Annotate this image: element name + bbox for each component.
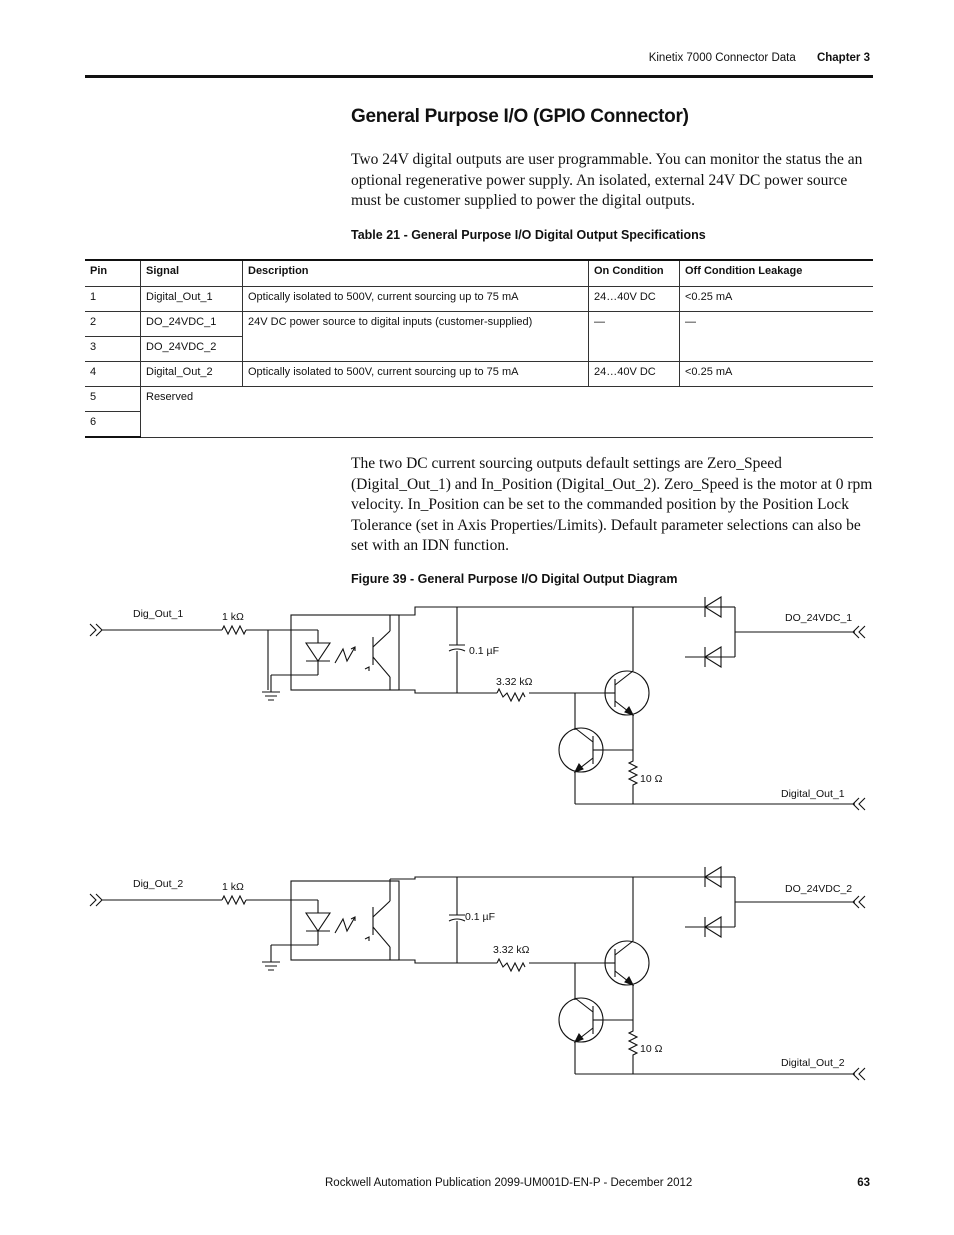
page-heading: General Purpose I/O (GPIO Connector)	[351, 106, 689, 127]
led-icon	[306, 643, 330, 661]
cell-pin: 5	[85, 387, 141, 412]
light-arrows-icon	[335, 647, 369, 671]
input-label: Dig_Out_1	[133, 608, 184, 620]
figure-caption: Figure 39 - General Purpose I/O Digital Output Diagram	[351, 572, 678, 586]
cell-off-leakage: <0.25 mA	[680, 287, 874, 312]
ground-icon	[262, 962, 280, 970]
cell-description: Optically isolated to 500V, current sourcing up to 75 mA	[243, 362, 589, 387]
running-header	[649, 52, 870, 64]
circuit-1	[90, 597, 865, 810]
header-signal: Signal	[141, 260, 243, 287]
header-off-leakage: Off Condition Leakage	[680, 260, 874, 287]
resistor-label: 3.32 kΩ	[493, 944, 530, 956]
table-row	[85, 287, 873, 312]
resistor-3k32	[497, 689, 525, 701]
capacitor-label: 0.1 µF	[469, 645, 499, 657]
resistor-10	[629, 1021, 637, 1067]
resistor-label: 10 Ω	[640, 773, 663, 785]
circuit-2-labels	[133, 878, 852, 1069]
light-arrows-icon	[335, 917, 369, 941]
circuit-2	[90, 867, 865, 1080]
ground-icon	[262, 692, 280, 700]
capacitor	[449, 645, 465, 651]
cell-signal: Digital_Out_2	[141, 362, 243, 387]
resistor-1k	[222, 896, 246, 904]
optocoupler	[291, 615, 399, 690]
output-label: Digital_Out_1	[781, 788, 845, 800]
cell-pin: 6	[85, 412, 141, 438]
resistor-1k	[222, 626, 246, 634]
cell-signal: DO_24VDC_1	[141, 312, 243, 337]
table-caption: Table 21 - General Purpose I/O Digital Output Specifications	[351, 228, 706, 242]
resistor-label: 3.32 kΩ	[496, 676, 533, 688]
resistor-label: 1 kΩ	[222, 881, 244, 893]
resistor-label: 1 kΩ	[222, 611, 244, 623]
cell-on-condition: 24…40V DC	[589, 362, 680, 387]
cell-description: 24V DC power source to digital inputs (customer-supplied)	[243, 312, 589, 362]
table-header-row	[85, 260, 873, 287]
table-row	[85, 312, 873, 337]
capacitor-label: 0.1 µF	[465, 911, 495, 923]
spec-table	[85, 259, 873, 438]
cell-on-condition: —	[589, 312, 680, 362]
input-arrow-icon	[90, 894, 102, 906]
cell-signal: Reserved	[141, 387, 874, 438]
cell-pin: 2	[85, 312, 141, 337]
circuit-1-labels	[133, 608, 852, 800]
input-arrow-icon	[90, 624, 102, 636]
chapter-label: Chapter 3	[816, 52, 870, 64]
supply-label: DO_24VDC_2	[785, 883, 853, 895]
cell-pin: 4	[85, 362, 141, 387]
cell-description: Optically isolated to 500V, current sourcing up to 75 mA	[243, 287, 589, 312]
intro-paragraph: Two 24V digital outputs are user programmable. You can monitor the status the an optional regenerative power supply. An isolated, external 24V DC power source must be customer supplied to power the digital outputs.	[351, 151, 863, 209]
cell-pin: 1	[85, 287, 141, 312]
resistor-label: 10 Ω	[640, 1043, 663, 1055]
section-title: Kinetix 7000 Connector Data	[648, 52, 796, 64]
header-rule	[85, 75, 873, 78]
header-description: Description	[243, 260, 589, 287]
cell-off-leakage: —	[680, 312, 874, 362]
table-row	[85, 362, 873, 387]
publication-info: Rockwell Automation Publication 2099-UM001D-EN-P - December 2012	[325, 1177, 693, 1189]
cell-off-leakage: <0.25 mA	[680, 362, 874, 387]
page-number: 63	[857, 1177, 870, 1189]
supply-label: DO_24VDC_1	[785, 612, 853, 624]
capacitor	[449, 915, 465, 921]
led-icon	[306, 913, 330, 931]
cell-signal: Digital_Out_1	[141, 287, 243, 312]
cell-on-condition: 24…40V DC	[589, 287, 680, 312]
header-on-condition: On Condition	[589, 260, 680, 287]
header-pin: Pin	[85, 260, 141, 287]
cell-pin: 3	[85, 337, 141, 362]
input-label: Dig_Out_2	[133, 878, 184, 890]
gpio-output-diagram	[85, 585, 875, 1095]
resistor-10	[629, 751, 637, 797]
resistor-3k32	[497, 959, 525, 971]
optocoupler	[291, 881, 399, 960]
table-row	[85, 387, 873, 412]
output-label: Digital_Out_2	[781, 1057, 845, 1069]
cell-signal: DO_24VDC_2	[141, 337, 243, 362]
body-paragraph: The two DC current sourcing outputs default settings are Zero_Speed (Digital_Out_1) and In_Position (Digital_Out_2). Zero_Speed is the motor at 0 rpm velocity. In_Position can be set to the commanded position by the Position Lock Tolerance (set in Axis Properties/Limits). Default parameter selections can also be set with an IDN function.	[351, 455, 873, 554]
